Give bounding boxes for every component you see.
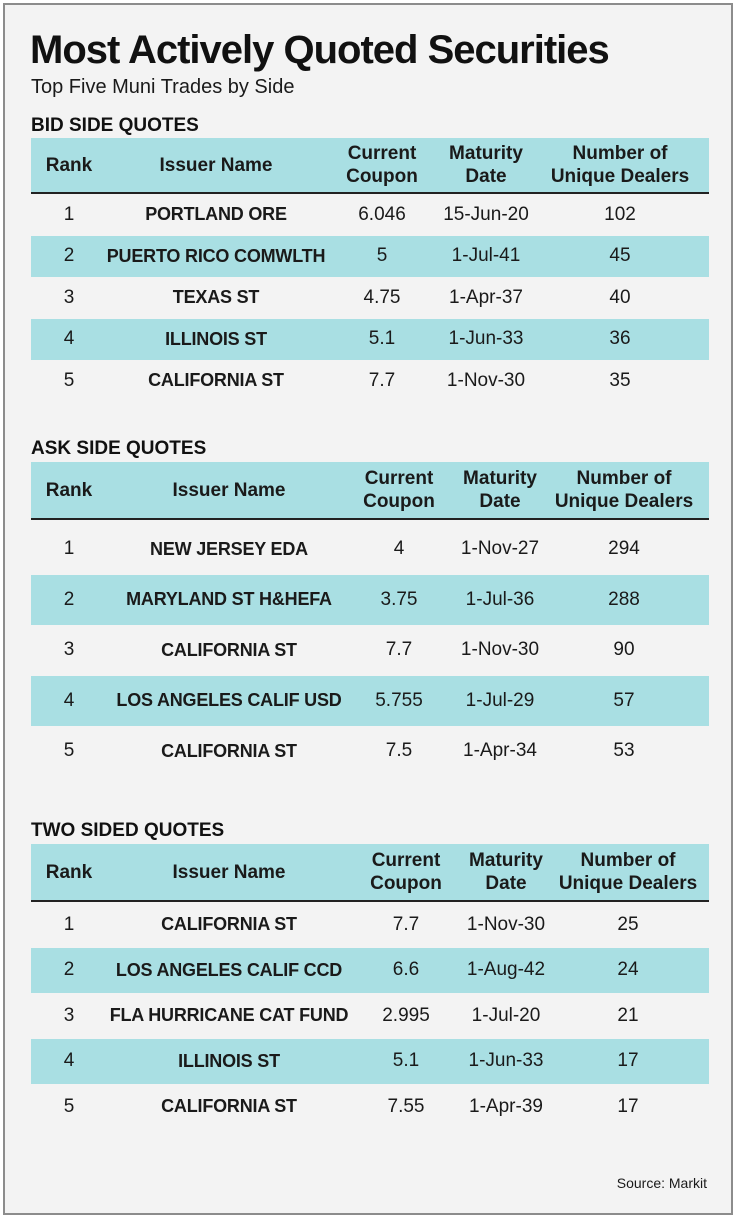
- cell-issuer: PUERTO RICO COMWLTH: [106, 245, 326, 266]
- cell-coupon: 7.7: [368, 369, 396, 391]
- quotes-table: [31, 138, 709, 402]
- table-row: [31, 625, 709, 676]
- cell-maturity: 1-Jul-41: [451, 245, 521, 267]
- quotes-table: [31, 844, 709, 1130]
- cell-dealers: 25: [617, 913, 639, 935]
- column-header-text: Unique Dealers: [550, 166, 690, 187]
- source-note: Source: Markit: [616, 1175, 707, 1191]
- cell-rank: 5: [63, 1095, 75, 1117]
- cell-maturity: 1-Aug-42: [466, 959, 546, 981]
- column-header-text: Issuer Name: [172, 479, 286, 501]
- cell-issuer: FLA HURRICANE CAT FUND: [109, 1005, 349, 1026]
- cell-coupon: 7.55: [387, 1095, 425, 1117]
- column-header-text: Coupon: [363, 491, 435, 512]
- column-header-rank: [31, 844, 107, 900]
- cell-maturity: 1-Nov-30: [466, 913, 546, 935]
- column-header-issuer: [114, 844, 344, 900]
- table-row: [31, 726, 709, 777]
- column-header-coupon: [349, 462, 449, 518]
- column-header-rank: [31, 138, 107, 192]
- column-header-issuer: [114, 462, 344, 518]
- column-header-text: Current: [371, 850, 441, 871]
- column-header-text: Date: [485, 873, 527, 894]
- table-row: [31, 360, 709, 402]
- cell-coupon: 5.755: [375, 689, 423, 711]
- table-row: [31, 993, 709, 1039]
- cell-coupon: 6.6: [392, 959, 420, 981]
- column-header-rank: [31, 462, 107, 518]
- cell-rank: 4: [63, 328, 75, 350]
- cell-issuer: PORTLAND ORE: [145, 204, 287, 225]
- column-header-text: Number of: [572, 143, 668, 164]
- table-row: [31, 676, 709, 727]
- table-row: [31, 319, 709, 361]
- column-header-text: Maturity: [463, 468, 537, 489]
- cell-issuer: TEXAS ST: [172, 287, 260, 308]
- cell-maturity: 1-Jul-29: [465, 689, 535, 711]
- column-header-text: Current: [347, 143, 417, 164]
- cell-issuer: CALIFORNIA ST: [161, 1096, 297, 1117]
- cell-dealers: 36: [609, 328, 631, 350]
- cell-dealers: 24: [617, 959, 639, 981]
- cell-issuer: CALIFORNIA ST: [161, 740, 297, 761]
- cell-rank: 1: [63, 538, 75, 560]
- column-header-text: Issuer Name: [159, 154, 273, 176]
- cell-issuer: CALIFORNIA ST: [161, 639, 297, 660]
- cell-rank: 3: [63, 1004, 75, 1026]
- cell-coupon: 2.995: [382, 1004, 430, 1026]
- table-row: [31, 524, 709, 575]
- column-header-text: Date: [465, 166, 507, 187]
- table-row: [31, 902, 709, 948]
- cell-coupon: 3.75: [380, 588, 418, 610]
- cell-coupon: 5.1: [368, 328, 396, 350]
- table-row: [31, 948, 709, 994]
- cell-rank: 2: [63, 245, 75, 267]
- cell-dealers: 102: [604, 203, 636, 225]
- table-row: [31, 277, 709, 319]
- cell-rank: 1: [63, 913, 75, 935]
- table-header: [31, 138, 709, 194]
- cell-maturity: 1-Apr-34: [463, 740, 537, 762]
- column-header-dealers: [539, 462, 709, 518]
- cell-dealers: 40: [609, 286, 631, 308]
- cell-coupon: 5: [376, 245, 388, 267]
- table-row: [31, 236, 709, 278]
- cell-dealers: 90: [613, 639, 635, 661]
- column-header-text: Unique Dealers: [558, 873, 698, 894]
- column-header-text: Date: [479, 491, 521, 512]
- cell-maturity: 1-Nov-30: [446, 369, 526, 391]
- cell-maturity: 1-Nov-27: [460, 538, 540, 560]
- column-header-dealers: [543, 844, 713, 900]
- cell-coupon: 4: [393, 538, 405, 560]
- column-header-text: Rank: [45, 861, 93, 883]
- section-title: BID SIDE QUOTES: [31, 115, 199, 136]
- cell-maturity: 1-Jul-36: [465, 588, 535, 610]
- cell-maturity: 1-Apr-39: [469, 1095, 543, 1117]
- page-title: Most Actively Quoted Securities: [30, 28, 609, 72]
- cell-issuer: LOS ANGELES CALIF CCD: [115, 959, 343, 980]
- section-title: TWO SIDED QUOTES: [31, 820, 225, 841]
- table-header: [31, 462, 709, 520]
- cell-dealers: 294: [608, 538, 640, 560]
- cell-dealers: 17: [617, 1050, 639, 1072]
- column-header-text: Unique Dealers: [554, 491, 694, 512]
- cell-dealers: 17: [617, 1095, 639, 1117]
- quotes-table: [31, 462, 709, 777]
- cell-maturity: 1-Jun-33: [468, 1050, 544, 1072]
- column-header-text: Maturity: [469, 850, 543, 871]
- cell-maturity: 1-Jul-20: [471, 1004, 541, 1026]
- cell-maturity: 1-Jun-33: [448, 328, 524, 350]
- column-header-text: Maturity: [449, 143, 523, 164]
- cell-coupon: 6.046: [358, 203, 406, 225]
- cell-issuer: ILLINOIS ST: [178, 1050, 280, 1071]
- column-header-text: Issuer Name: [172, 861, 286, 883]
- column-header-text: Rank: [45, 479, 93, 501]
- column-header-coupon: [332, 138, 432, 192]
- cell-dealers: 288: [608, 588, 640, 610]
- column-header-text: Rank: [45, 154, 93, 176]
- cell-coupon: 5.1: [392, 1050, 420, 1072]
- cell-maturity: 15-Jun-20: [443, 203, 529, 225]
- column-header-text: Number of: [576, 468, 672, 489]
- cell-issuer: NEW JERSEY EDA: [150, 538, 308, 559]
- table-row: [31, 1039, 709, 1085]
- cell-rank: 4: [63, 1050, 75, 1072]
- table-header: [31, 844, 709, 902]
- cell-maturity: 1-Nov-30: [460, 639, 540, 661]
- cell-rank: 5: [63, 369, 75, 391]
- column-header-maturity: [431, 138, 541, 192]
- column-header-text: Number of: [580, 850, 676, 871]
- cell-issuer: LOS ANGELES CALIF USD: [116, 690, 342, 711]
- cell-dealers: 21: [617, 1004, 639, 1026]
- column-header-issuer: [101, 138, 331, 192]
- table-row: [31, 575, 709, 626]
- cell-rank: 3: [63, 639, 75, 661]
- column-header-coupon: [356, 844, 456, 900]
- cell-rank: 2: [63, 959, 75, 981]
- cell-dealers: 45: [609, 245, 631, 267]
- cell-dealers: 53: [613, 740, 635, 762]
- cell-rank: 2: [63, 588, 75, 610]
- cell-coupon: 4.75: [363, 286, 401, 308]
- cell-dealers: 57: [613, 689, 635, 711]
- cell-rank: 5: [63, 740, 75, 762]
- column-header-text: Coupon: [370, 873, 442, 894]
- page-subtitle: Top Five Muni Trades by Side: [31, 76, 295, 98]
- cell-issuer: CALIFORNIA ST: [161, 914, 297, 935]
- cell-coupon: 7.5: [385, 740, 413, 762]
- section-title: ASK SIDE QUOTES: [31, 438, 207, 459]
- cell-coupon: 7.7: [392, 913, 420, 935]
- cell-issuer: MARYLAND ST H&HEFA: [126, 589, 332, 610]
- column-header-dealers: [535, 138, 705, 192]
- cell-rank: 3: [63, 286, 75, 308]
- cell-maturity: 1-Apr-37: [449, 286, 523, 308]
- cell-dealers: 35: [609, 369, 631, 391]
- column-header-text: Coupon: [346, 166, 418, 187]
- cell-rank: 1: [63, 203, 75, 225]
- cell-rank: 4: [63, 689, 75, 711]
- table-row: [31, 1084, 709, 1130]
- cell-issuer: CALIFORNIA ST: [148, 370, 284, 391]
- table-row: [31, 194, 709, 236]
- cell-coupon: 7.7: [385, 639, 413, 661]
- column-header-text: Current: [364, 468, 434, 489]
- cell-issuer: ILLINOIS ST: [165, 328, 267, 349]
